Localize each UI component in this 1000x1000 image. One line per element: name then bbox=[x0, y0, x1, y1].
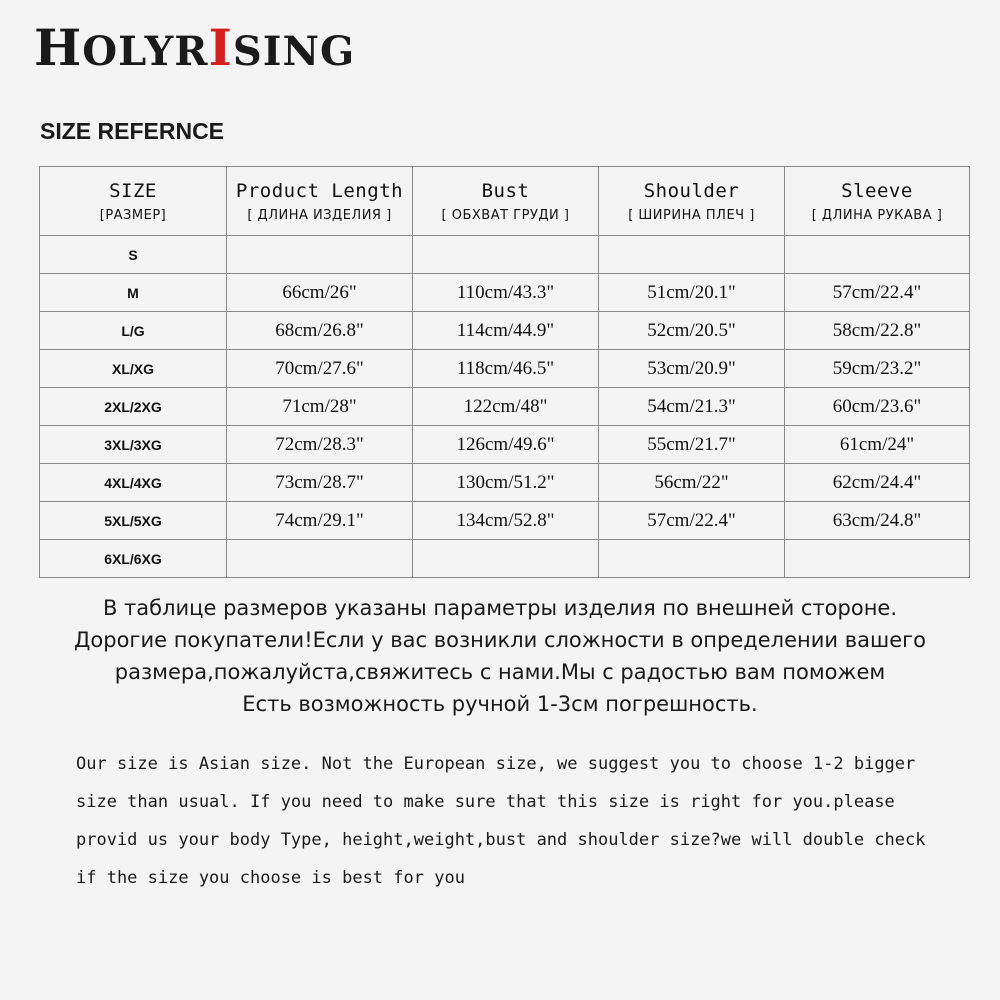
measurement-cell bbox=[599, 236, 785, 274]
size-label-cell: M bbox=[40, 274, 227, 312]
measurement-cell: 73cm/28.7" bbox=[227, 464, 413, 502]
measurement-cell: 57cm/22.4" bbox=[599, 502, 785, 540]
table-row bbox=[40, 312, 970, 350]
header-bust: Bust [ ОБХВАТ ГРУДИ ] bbox=[413, 167, 599, 236]
russian-note-line: В таблице размеров указаны параметры изделия по внешней стороне. bbox=[102, 596, 898, 620]
measurement-cell bbox=[413, 236, 599, 274]
table-row bbox=[40, 426, 970, 464]
measurement-cell: 110cm/43.3" bbox=[413, 274, 599, 312]
measurement-cell: 74cm/29.1" bbox=[227, 502, 413, 540]
size-label-cell: L/G bbox=[40, 312, 227, 350]
size-label-cell: S bbox=[40, 236, 227, 274]
table-row bbox=[40, 502, 970, 540]
russian-note-line: размера,пожалуйста,свяжитесь с нами.Мы с радостью вам поможем bbox=[114, 660, 886, 684]
measurement-cell: 51cm/20.1" bbox=[599, 274, 785, 312]
measurement-cell: 61cm/24" bbox=[785, 426, 970, 464]
table-row bbox=[40, 464, 970, 502]
table-row bbox=[40, 388, 970, 426]
english-note-line: if the size you choose is best for you bbox=[76, 868, 465, 888]
measurement-cell bbox=[785, 236, 970, 274]
size-table bbox=[39, 166, 970, 578]
measurement-cell bbox=[227, 540, 413, 578]
size-label-cell: XL/XG bbox=[40, 350, 227, 388]
measurement-cell bbox=[413, 540, 599, 578]
measurement-cell: 72cm/28.3" bbox=[227, 426, 413, 464]
measurement-cell: 68cm/26.8" bbox=[227, 312, 413, 350]
table-row bbox=[40, 350, 970, 388]
russian-note-line: Дорогие покупатели!Если у вас возникли сложности в определении вашего bbox=[73, 628, 926, 652]
english-note-line: size than usual. If you need to make sure that this size is right for you.please bbox=[76, 792, 895, 812]
measurement-cell: 122cm/48" bbox=[413, 388, 599, 426]
measurement-cell: 59cm/23.2" bbox=[785, 350, 970, 388]
section-title: SIZE REFERNCE bbox=[40, 118, 225, 144]
measurement-cell: 114cm/44.9" bbox=[413, 312, 599, 350]
measurement-cell: 53cm/20.9" bbox=[599, 350, 785, 388]
size-label-cell: 4XL/4XG bbox=[40, 464, 227, 502]
russian-note-line: Есть возможность ручной 1-3см погрешность. bbox=[242, 692, 758, 716]
size-label-cell: 3XL/3XG bbox=[40, 426, 227, 464]
header-length: Product Length [ ДЛИНА ИЗДЕЛИЯ ] bbox=[227, 167, 413, 236]
measurement-cell bbox=[599, 540, 785, 578]
table-row bbox=[40, 236, 970, 274]
measurement-cell: 134cm/52.8" bbox=[413, 502, 599, 540]
measurement-cell bbox=[227, 236, 413, 274]
brand-logo: HOLYRISING bbox=[34, 18, 356, 77]
header-sleeve: Sleeve [ ДЛИНА РУКАВА ] bbox=[785, 167, 970, 236]
measurement-cell: 70cm/27.6" bbox=[227, 350, 413, 388]
measurement-cell: 52cm/20.5" bbox=[599, 312, 785, 350]
size-label-cell: 2XL/2XG bbox=[40, 388, 227, 426]
header-size: SIZE [РАЗМЕР] bbox=[40, 167, 227, 236]
table-header-row bbox=[40, 167, 970, 236]
measurement-cell: 66cm/26" bbox=[227, 274, 413, 312]
measurement-cell: 54cm/21.3" bbox=[599, 388, 785, 426]
size-label-cell: 6XL/6XG bbox=[40, 540, 227, 578]
measurement-cell: 60cm/23.6" bbox=[785, 388, 970, 426]
size-label-cell: 5XL/5XG bbox=[40, 502, 227, 540]
table-row bbox=[40, 540, 970, 578]
measurement-cell: 58cm/22.8" bbox=[785, 312, 970, 350]
measurement-cell: 56cm/22" bbox=[599, 464, 785, 502]
measurement-cell: 63cm/24.8" bbox=[785, 502, 970, 540]
measurement-cell: 55cm/21.7" bbox=[599, 426, 785, 464]
english-note-line: Our size is Asian size. Not the European size, we suggest you to choose 1-2 bigger bbox=[76, 754, 916, 774]
measurement-cell: 71cm/28" bbox=[227, 388, 413, 426]
english-note bbox=[76, 745, 976, 897]
measurement-cell bbox=[785, 540, 970, 578]
measurement-cell: 62cm/24.4" bbox=[785, 464, 970, 502]
english-note-line: provid us your body Type, height,weight,bust and shoulder size?we will double check bbox=[76, 830, 926, 850]
table-row bbox=[40, 274, 970, 312]
measurement-cell: 130cm/51.2" bbox=[413, 464, 599, 502]
measurement-cell: 57cm/22.4" bbox=[785, 274, 970, 312]
measurement-cell: 118cm/46.5" bbox=[413, 350, 599, 388]
header-shoulder: Shoulder [ ШИРИНА ПЛЕЧ ] bbox=[599, 167, 785, 236]
measurement-cell: 126cm/49.6" bbox=[413, 426, 599, 464]
